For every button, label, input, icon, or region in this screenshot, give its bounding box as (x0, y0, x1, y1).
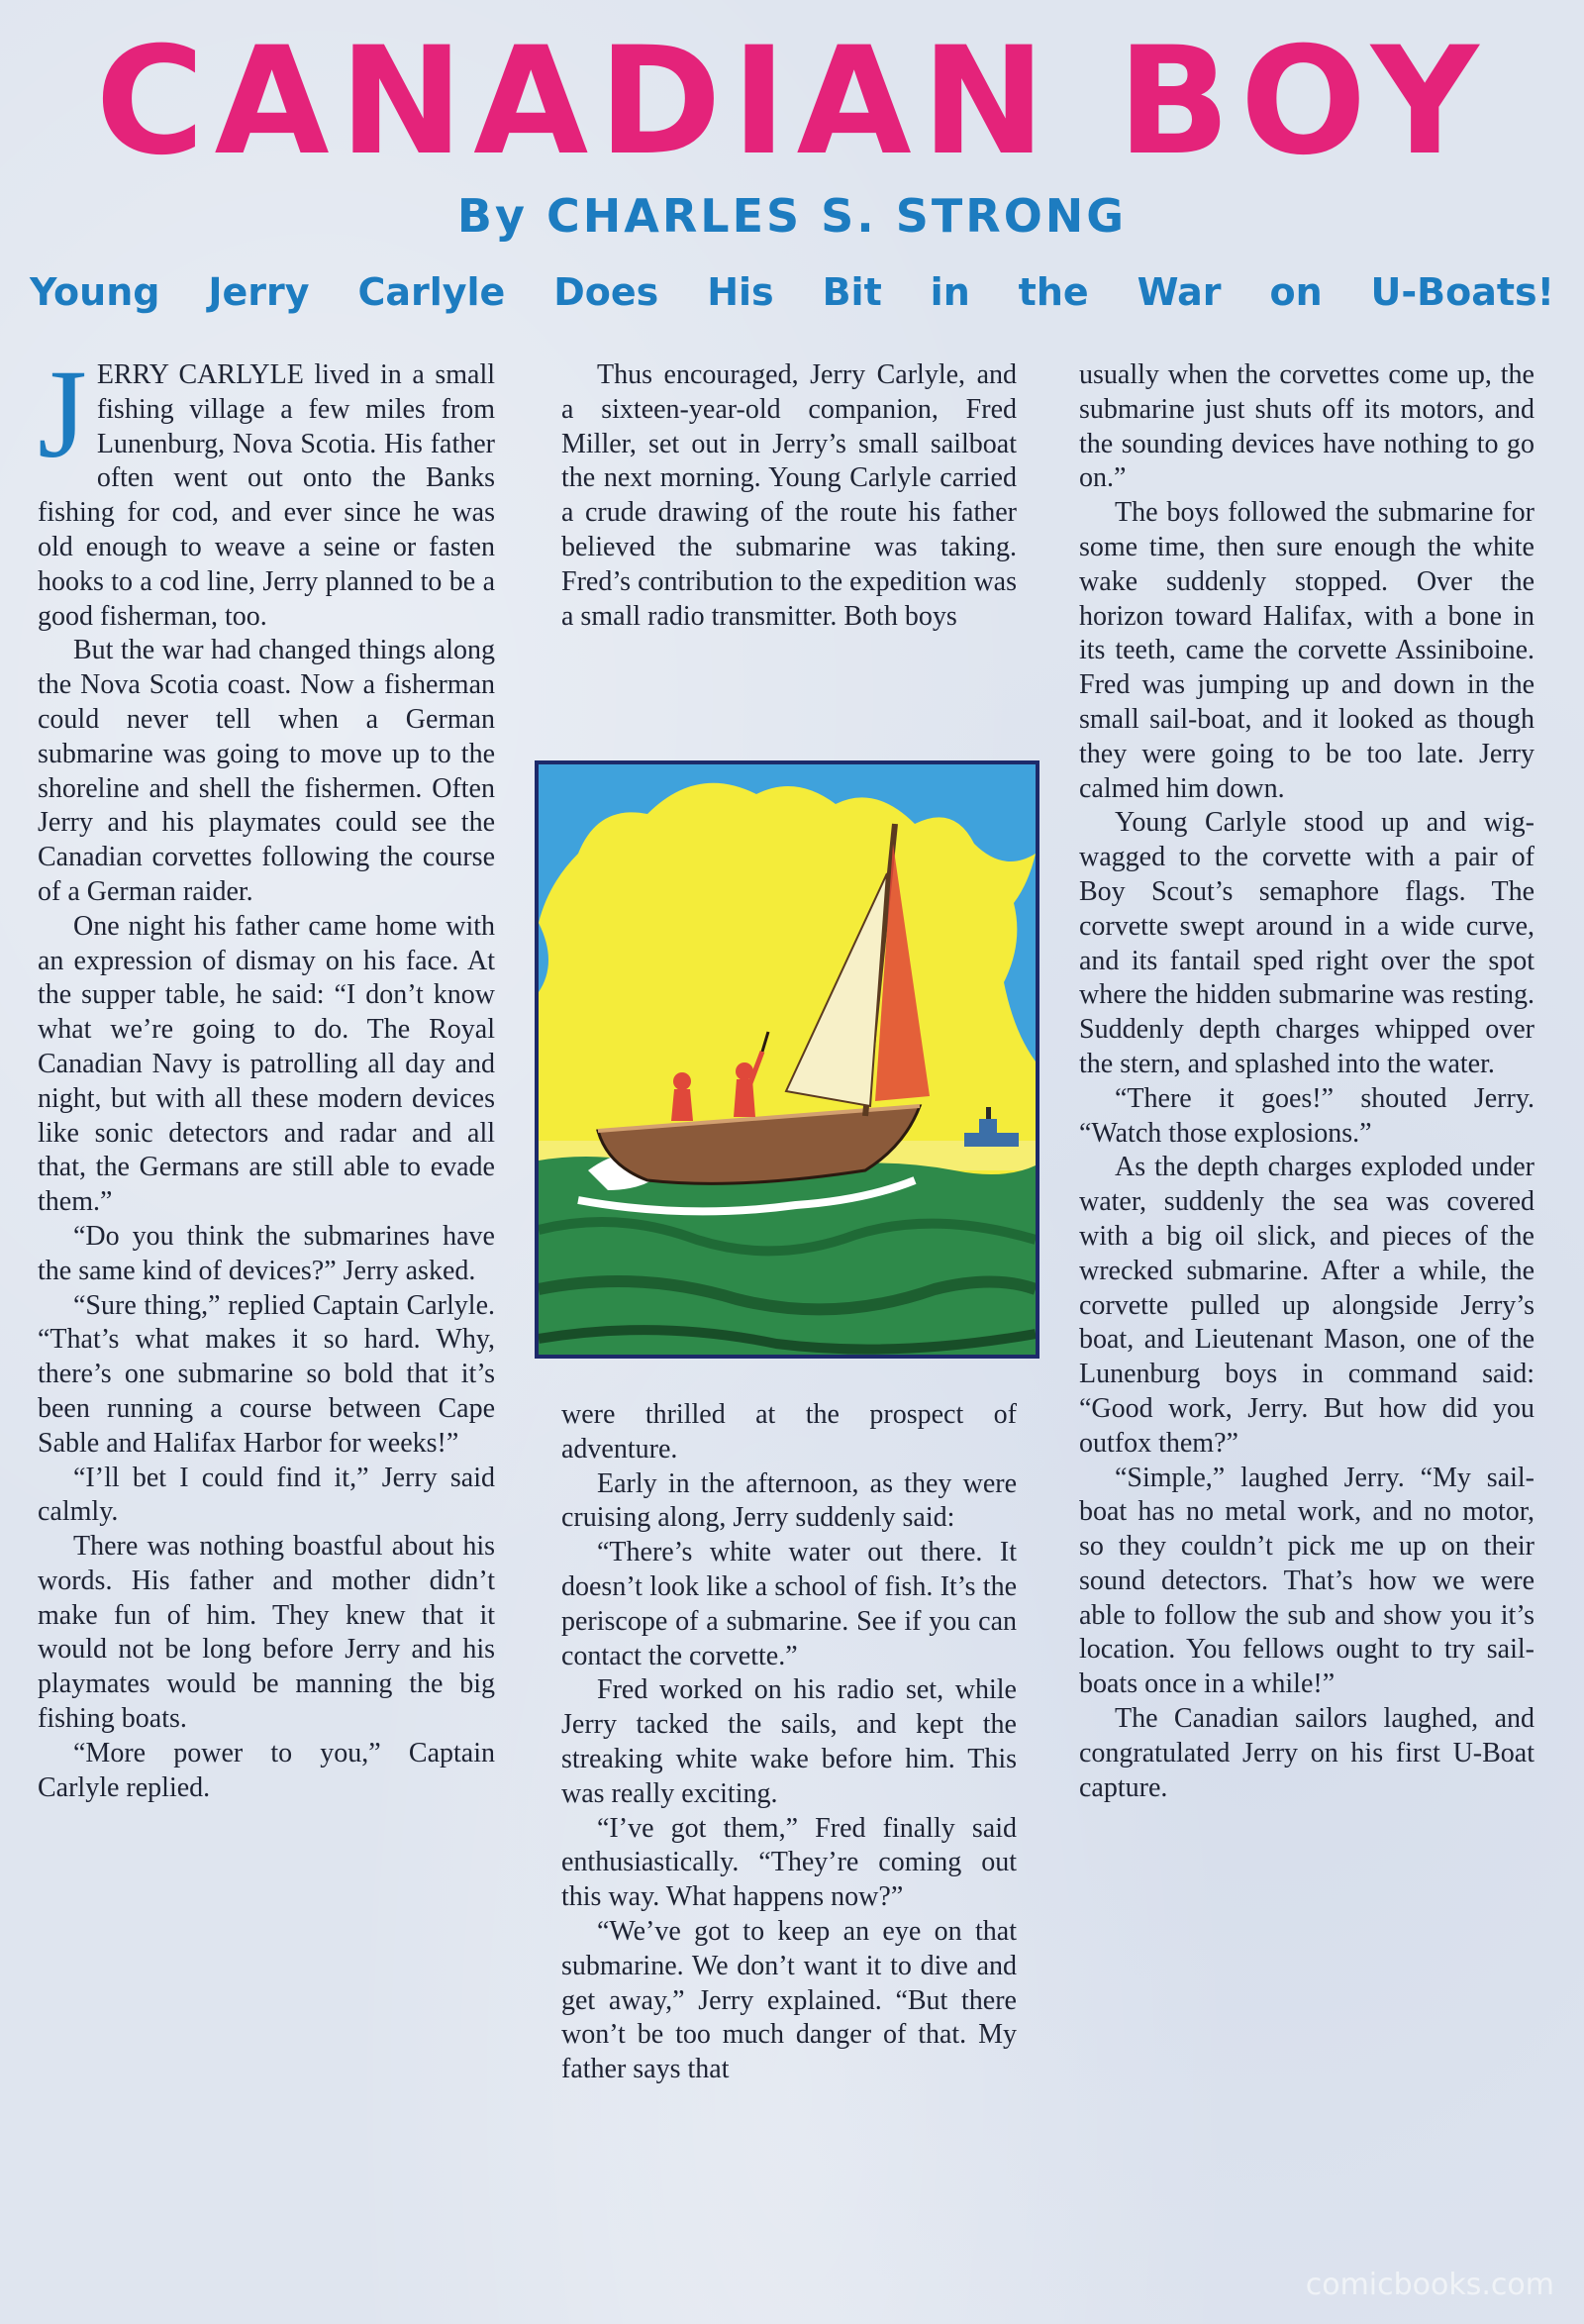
paragraph: “I’ve got them,” Fred finally said enthusiastically. “They’re coming out this way. What happens now?” (561, 1812, 1017, 1913)
watermark-text: comicbooks.com (1305, 2268, 1554, 2302)
paragraph: “I’ll bet I could find it,” Jerry said calmly. (38, 1462, 495, 1528)
paragraph-text: ERRY CARLYLE lived in a small fishing village a few miles from Lunenburg, Nova Scotia. His father often went out onto the Banks fishing for cod, and ever since he was old enough to weave a seine or fasten hooks to a cod line, Jerry planned to be a good fisherman, too. (38, 359, 495, 632)
paragraph: Young Carlyle stood up and wig-wagged to the corvette with a pair of Boy Scout’s semaphore flags. The corvette swept around in a wide curve, and its fantail sped right over the spot where the hidden submarine was resting. Suddenly depth charges whipped over the stern, and splashed into the water. (1079, 807, 1534, 1079)
paragraph: As the depth charges exploded under water, suddenly the sea was covered with a big oil slick, and pieces of the wrecked submarine. After a while, the corvette pulled up alongside Jerry’s boat, and Lieutenant Mason, one of the Lunenburg boys in command said: “Good work, Jerry. But how did you outfox them?” (1079, 1152, 1534, 1459)
paragraph: There was nothing boastful about his words. His father and mother didn’t make fun of him. They knew that it would not be long before Jerry and his playmates would be manning the big fishing boats. (38, 1531, 495, 1735)
paragraph: But the war had changed things along the Nova Scotia coast. Now a fisherman could never tell when a German submarine was going to move up to the shoreline and shell the fishermen. Often Jerry and his playmates could see the Canadian corvettes following the course of a German raider. (38, 635, 495, 907)
author-byline: By CHARLES S. STRONG (456, 189, 1128, 243)
sailboat-illustration (535, 760, 1040, 1359)
paragraph: “More power to you,” Captain Carlyle replied. (38, 1737, 495, 1803)
paragraph: The Canadian sailors laughed, and congratulated Jerry on his first U-Boat capture. (1079, 1703, 1534, 1803)
paragraph: “There it goes!” shouted Jerry. “Watch those explosions.” (1079, 1082, 1534, 1149)
paragraph: usually when the corvettes come up, the submarine just shuts off its motors, and the sounding devices have nothing to go on.” (1079, 359, 1534, 494)
column-1 (38, 344, 495, 1805)
paragraph: Thus encouraged, Jerry Carlyle, and a sixteen-year-old companion, Fred Miller, set out in Jerry’s small sailboat the next morning. Young Carlyle carried a crude drawing of the route his father believed the submarine was taking. Fred’s contribution to the expedition was a small radio transmitter. Both boys (561, 359, 1017, 632)
paragraph: “We’ve got to keep an eye on that submarine. We don’t want it to dive and get away,” Jerry explained. “But there won’t be too much danger of that. My father says that (561, 1915, 1017, 2085)
paragraph: “Simple,” laughed Jerry. “My sail-boat has no metal work, and no motor, so they couldn’t pick me up on their sound detectors. That’s how we were able to follow the sub and show you it’s location. You fellows ought to try sail-boats once in a while!” (1079, 1462, 1534, 1700)
column-2-bottom (561, 1398, 1017, 2087)
paragraph: “Do you think the submarines have the same kind of devices?” Jerry asked. (38, 1220, 495, 1286)
column-2-top (561, 358, 1017, 634)
paragraph: “There’s white water out there. It doesn’t look like a school of fish. It’s the periscope of a submarine. See if you can contact the corvette.” (561, 1537, 1017, 1671)
paragraph: were thrilled at the prospect of adventure. (561, 1399, 1017, 1465)
drop-cap: J (38, 344, 87, 484)
paragraph: Fred worked on his radio set, while Jerry tacked the sails, and kept the streaking white wake before him. This was really exciting. (561, 1674, 1017, 1809)
column-3 (1079, 358, 1534, 1805)
article-title: CANADIAN BOY (95, 16, 1489, 188)
paragraph (38, 344, 495, 634)
paragraph: “Sure thing,” replied Captain Carlyle. “That’s what makes it so hard. Why, there’s one submarine so bold that it’s been running a course between Cape Sable and Halifax Harbor for weeks!” (38, 1289, 495, 1459)
paragraph: The boys followed the submarine for some time, then sure enough the white wake suddenly stopped. Over the horizon toward Halifax, with a bone in its teeth, came the corvette Assiniboine. Fred was jumping up and down in the small sail-boat, and it looked as though they were going to be too late. Jerry calmed him down. (1079, 497, 1534, 804)
paragraph: Early in the afternoon, as they were cruising along, Jerry suddenly said: (561, 1467, 1017, 1534)
paragraph: One night his father came home with an expression of dismay on his face. At the supper table, he said: “I don’t know what we’re going to do. The Royal Canadian Navy is patrolling all day and night, but with all these modern devices like sonic detectors and radar and all that, the Germans are still able to evade them.” (38, 910, 495, 1218)
article-tagline: Young Jerry Carlyle Does His Bit in the War on U-Boats! (30, 270, 1554, 314)
